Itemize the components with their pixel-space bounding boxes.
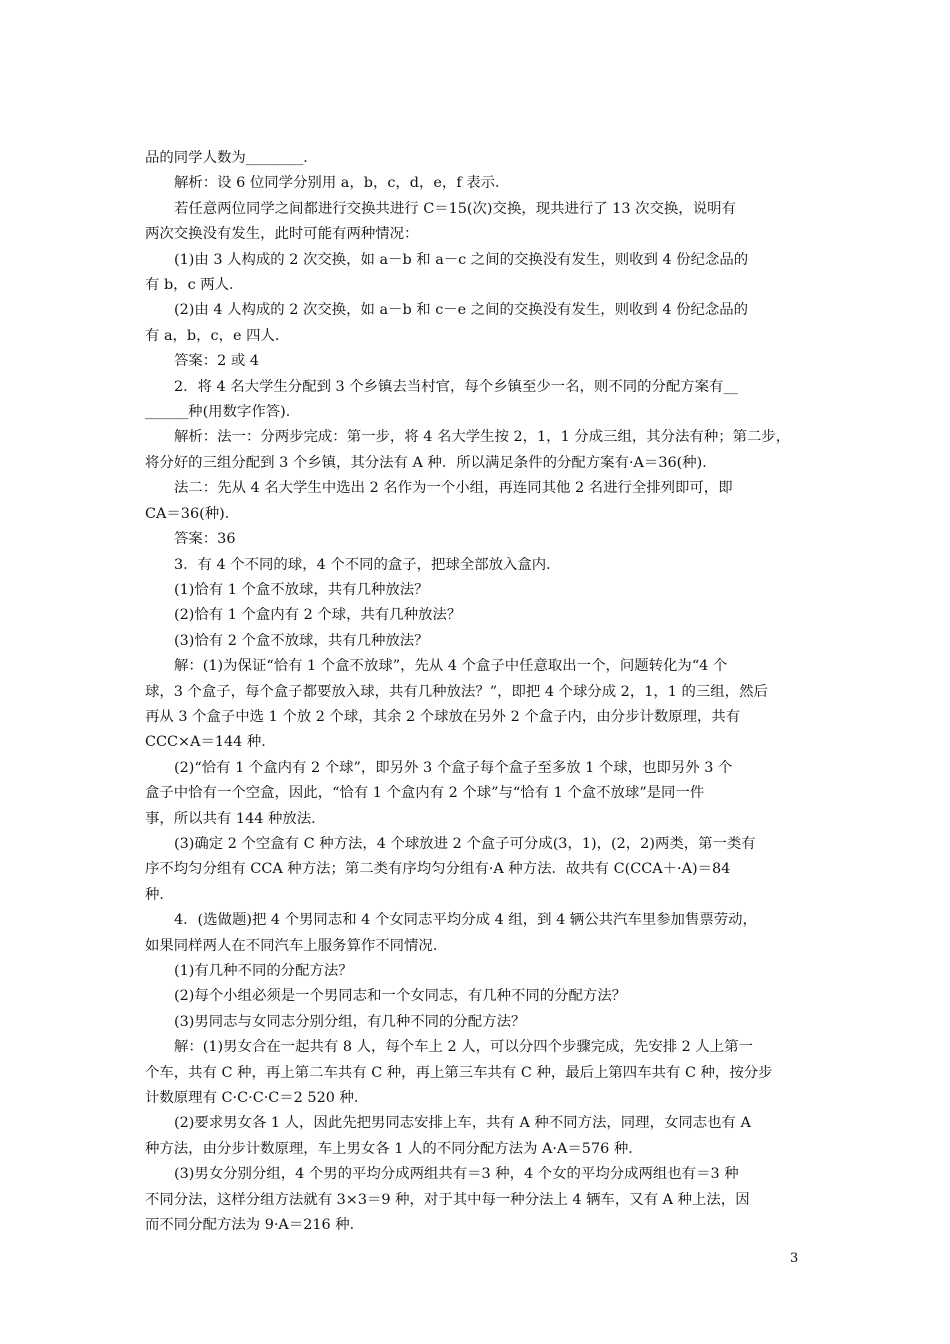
text-line: 3．有 4 个不同的球，4 个不同的盒子，把球全部放入盒内． xyxy=(174,556,561,573)
text-line: 盒子中恰有一个空盒，因此，“恰有 1 个盒内有 2 个球”与“恰有 1 个盒不放球”是同一件 xyxy=(145,785,705,802)
document-body xyxy=(145,146,810,1238)
text-line: 事，所以共有 144 种放法． xyxy=(145,810,326,827)
text-line: 不同分法，这样分组方法就有 3×3＝9 种，对于其中每一种分法上 4 辆车，又有 A 种上法，因 xyxy=(145,1191,750,1208)
text-line: 将分好的三组分配到 3 个乡镇，其分法有 A 种．所以满足条件的分配方案有·A＝36(种)． xyxy=(145,454,717,471)
text-line: 球，3 个盒子，每个盒子都要放入球，共有几种放法？”，即把 4 个球分成 2，1，1 的三组，然后 xyxy=(145,683,768,700)
text-line: (3)男同志与女同志分别分组，有几种不同的分配方法？ xyxy=(174,1013,526,1030)
text-line: 序不均匀分组有 CCA 种方法；第二类有序均匀分组有·A 种方法．故共有 C(CCA＋·A)＝84 xyxy=(145,861,731,878)
text-line: 有 a，b，c，e 四人． xyxy=(145,327,290,344)
text-line: (1)由 3 人构成的 2 次交换，如 a－b 和 a－c 之间的交换没有发生，则收到 4 份纪念品的 xyxy=(174,251,749,268)
text-line: 若任意两位同学之间都进行交换共进行 C＝15(次)交换，现共进行了 13 次交换，说明有 xyxy=(174,200,736,217)
text-line: 计数原理有 C·C·C·C＝2 520 种． xyxy=(145,1090,369,1107)
text-line: 种方法，由分步计数原理，车上男女各 1 人的不同分配方法为 A·A＝576 种． xyxy=(145,1140,643,1157)
text-line: (1)有几种不同的分配方法？ xyxy=(174,963,353,979)
text-line: (2)“恰有 1 个盒内有 2 个球”，即另外 3 个盒子每个盒子至多放 1 个球，也即另外 3 个 xyxy=(174,759,733,776)
text-line: 法二：先从 4 名大学生中选出 2 名作为一个小组，再连同其他 2 名进行全排列即可，即 xyxy=(174,480,733,497)
text-line: 2．将 4 名大学生分配到 3 个乡镇去当村官，每个乡镇至少一名，则不同的分配方案有__ xyxy=(174,378,738,395)
text-line: (2)每个小组必须是一个男同志和一个女同志，有几种不同的分配方法？ xyxy=(174,988,627,1005)
text-line: 两次交换没有发生，此时可能有两种情况： xyxy=(145,226,419,243)
text-line: 种． xyxy=(145,886,174,903)
text-line: (2)要求男女各 1 人，因此先把男同志安排上车，共有 A 种不同方法，同理，女同志也有 A xyxy=(174,1115,751,1132)
text-line: 解析：设 6 位同学分别用 a，b，c，d，e，f 表示． xyxy=(174,175,510,192)
text-line: 答案：2 或 4 xyxy=(174,353,260,370)
text-line: (3)男女分别分组，4 个男的平均分成两组共有＝3 种，4 个女的平均分成两组也有＝3 种 xyxy=(174,1166,739,1183)
text-line: (1)恰有 1 个盒不放球，共有几种放法？ xyxy=(174,581,429,598)
text-line: (2)恰有 1 个盒内有 2 个球，共有几种放法？ xyxy=(174,607,462,624)
text-line: (3)恰有 2 个盒不放球，共有几种放法？ xyxy=(174,632,429,649)
text-line: 如果同样两人在不同汽车上服务算作不同情况． xyxy=(145,937,448,954)
text-line: (3)确定 2 个空盒有 C 种方法，4 个球放进 2 个盒子可分成(3，1)，(2，2)两类，第一类有 xyxy=(174,835,756,852)
text-line: 品的同学人数为________． xyxy=(145,150,318,166)
text-line: 而不同分配方法为 9·A＝216 种． xyxy=(145,1217,365,1234)
text-line: 解：(1)为保证“恰有 1 个盒不放球”，先从 4 个盒子中任意取出一个，问题转化为“4 个 xyxy=(174,658,728,675)
text-line: ______种(用数字作答)． xyxy=(145,404,301,421)
text-line: 个车，共有 C 种，再上第二车共有 C 种，再上第三车共有 C 种，最后上第四车共有 C 种，按分步 xyxy=(145,1064,773,1081)
text-line: 有 b，c 两人． xyxy=(145,277,244,294)
text-line: 解：(1)男女合在一起共有 8 人，每个车上 2 人，可以分四个步骤完成，先安排 2 人上第一 xyxy=(174,1039,753,1056)
page-number: 3 xyxy=(790,1251,799,1266)
text-line: 答案：36 xyxy=(174,531,236,548)
text-line: (2)由 4 人构成的 2 次交换，如 a－b 和 c－e 之间的交换没有发生，则收到 4 份纪念品的 xyxy=(174,302,749,319)
text-line: 4．(选做题)把 4 个男同志和 4 个女同志平均分成 4 组，到 4 辆公共汽车里参加售票劳动， xyxy=(174,912,757,929)
text-line: 再从 3 个盒子中选 1 个放 2 个球，其余 2 个球放在另外 2 个盒子内，由分步计数原理，共有 xyxy=(145,708,741,725)
text-line: CCC×A＝144 种． xyxy=(145,734,276,751)
text-line: 解析：法一：分两步完成：第一步，将 4 名大学生按 2，1，1 分成三组，其分法有种；第二步， xyxy=(174,429,791,446)
text-line: CA＝36(种)． xyxy=(145,505,240,522)
